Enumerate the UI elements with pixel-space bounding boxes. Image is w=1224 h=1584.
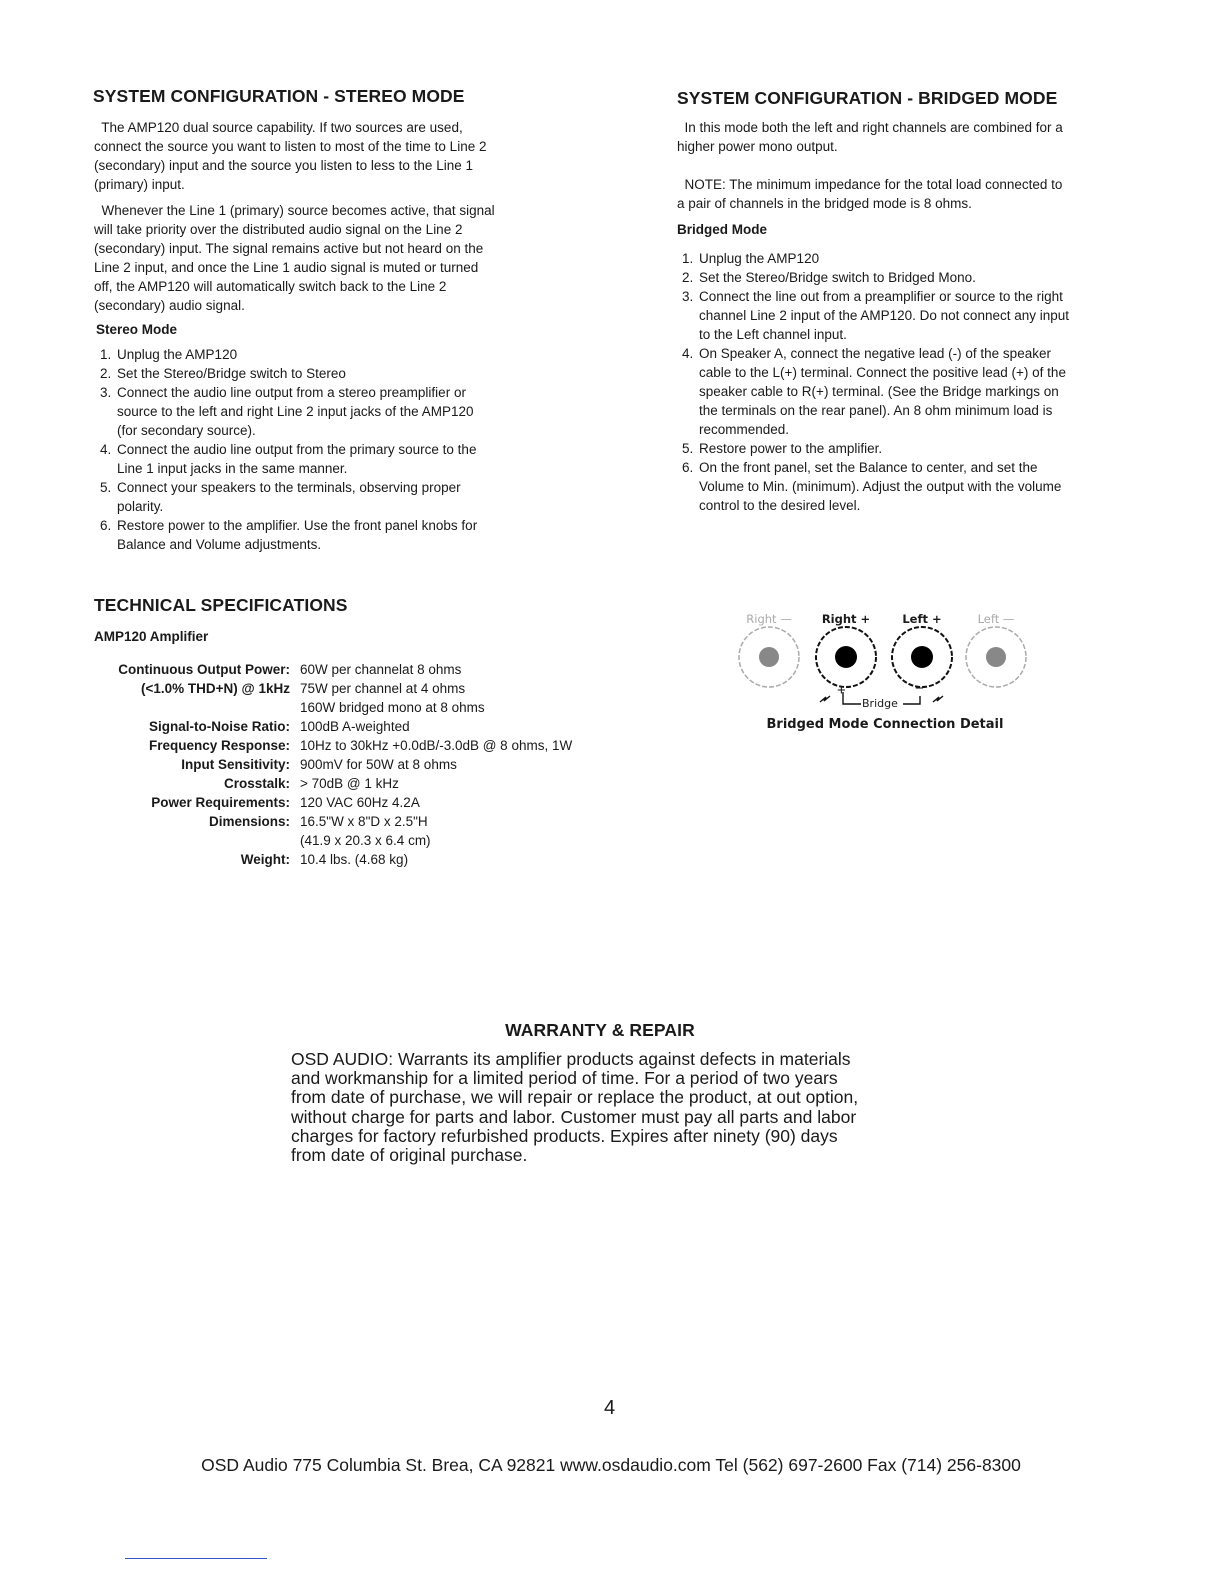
text-line: NOTE: The minimum impedance for the total load connected to: [677, 177, 1063, 192]
text-line: charges for factory refurbished products. Expires after ninety (90) days: [291, 1125, 838, 1146]
list-item-line: Connect the audio line output from a stereo preamplifier or: [117, 385, 466, 400]
list-item: [682, 287, 1069, 344]
list-item-line: Unplug the AMP120: [117, 347, 238, 362]
warranty-heading: WARRANTY & REPAIR: [505, 1020, 695, 1040]
text-line: (secondary) input. The signal remains active but not heard on the: [94, 241, 484, 256]
list-item-line: On Speaker A, connect the negative lead (-) of the speaker: [699, 346, 1051, 361]
specs-model: AMP120 Amplifier: [94, 629, 209, 644]
text-line: Line 2 input, and once the Line 1 audio signal is muted or turned: [94, 260, 479, 275]
text-line: Whenever the Line 1 (primary) source becomes active, that signal: [94, 203, 495, 218]
spec-value: 100dB A-weighted: [300, 719, 410, 734]
list-item-line: Restore power to the amplifier.: [699, 441, 883, 456]
list-item: [100, 478, 477, 516]
text-line: higher power mono output.: [677, 139, 838, 154]
list-item-line: Balance and Volume adjustments.: [117, 537, 322, 552]
text-line: OSD AUDIO: Warrants its amplifier products against defects in materials: [291, 1049, 851, 1069]
list-item-line: Connect the line out from a preamplifier or source to the right: [699, 289, 1063, 304]
list-number: 5.: [100, 480, 112, 495]
list-item: [100, 383, 477, 440]
spec-value: 10.4 lbs. (4.68 kg): [300, 852, 409, 867]
list-item: [682, 458, 1069, 515]
list-number: 2.: [682, 270, 694, 285]
footer-rule: [125, 1558, 267, 1559]
bridge-plus-sign: +: [837, 682, 846, 699]
list-item: [682, 268, 1069, 287]
spec-label: Dimensions:: [208, 814, 290, 829]
list-item-line: the terminals on the rear panel). An 8 ohm minimum load is: [699, 403, 1053, 418]
spec-value: 75W per channel at 4 ohms: [300, 681, 466, 696]
spec-label: Power Requirements:: [151, 795, 290, 810]
list-item: [100, 440, 477, 478]
spec-value: 120 VAC 60Hz 4.2A: [300, 795, 420, 810]
terminal-label-left-minus: Left —: [977, 612, 1015, 626]
spec-value: (41.9 x 20.3 x 6.4 cm): [300, 833, 431, 848]
stereo-mode-subheading: Stereo Mode: [96, 322, 178, 337]
bridged-mode-subheading: Bridged Mode: [677, 222, 767, 237]
text-line: will take priority over the distributed audio signal on the Line 2: [94, 222, 463, 237]
list-item-line: Line 1 input jacks in the same manner.: [117, 461, 348, 476]
stereo-steps-list: [100, 345, 477, 554]
list-item: [682, 439, 1069, 458]
list-number: 5.: [682, 441, 694, 456]
spec-row: [94, 850, 572, 869]
list-number: 2.: [100, 366, 112, 381]
terminal-right-minus-icon: [739, 627, 799, 687]
terminal-label-left-plus: Left +: [902, 612, 942, 626]
text-line: (primary) input.: [94, 177, 185, 192]
list-item: [100, 345, 477, 364]
list-item: [100, 364, 477, 383]
list-number: 4.: [682, 346, 694, 361]
list-item-line: recommended.: [699, 422, 790, 437]
spec-label: (<1.0% THD+N) @ 1kHz: [141, 681, 290, 696]
bridge-label: Bridge: [862, 697, 898, 710]
text-line: from date of original purchase.: [291, 1145, 528, 1166]
terminal-right-plus-icon: [816, 627, 876, 687]
list-number: 3.: [100, 385, 112, 400]
page-number: 4: [604, 1397, 616, 1419]
list-item-line: channel Line 2 input of the AMP120. Do not connect any input: [699, 308, 1070, 323]
bridged-heading: SYSTEM CONFIGURATION - BRIDGED MODE: [677, 88, 1058, 108]
terminal-left-minus-icon: [966, 627, 1026, 687]
spec-row: [94, 812, 572, 831]
spec-label: [94, 831, 300, 850]
list-item-line: Connect your speakers to the terminals, observing proper: [117, 480, 461, 495]
list-item-line: Set the Stereo/Bridge switch to Stereo: [117, 366, 346, 381]
list-item-line: Restore power to the amplifier. Use the front panel knobs for: [117, 518, 478, 533]
terminal-label-right-plus: Right +: [821, 612, 871, 626]
list-item-line: Connect the audio line output from the primary source to the: [117, 442, 477, 457]
footer-contact: OSD Audio 775 Columbia St. Brea, CA 92821 www.osdaudio.com Tel (562) 697-2600 Fax (714) 256-8300: [201, 1455, 1021, 1475]
spec-row: [94, 660, 572, 679]
spec-value: 60W per channelat 8 ohms: [300, 662, 462, 677]
list-item-line: On the front panel, set the Balance to center, and set the: [699, 460, 1038, 475]
list-item-line: Unplug the AMP120: [699, 251, 820, 266]
spec-label: Frequency Response:: [148, 738, 290, 753]
terminal-label-right-minus: Right —: [746, 612, 792, 626]
list-item-line: (for secondary source).: [117, 423, 256, 438]
list-number: 1.: [682, 251, 694, 266]
text-line: without charge for parts and labor. Customer must pay all parts and labor: [291, 1106, 857, 1127]
list-item-line: speaker cable to R(+) terminal. (See the Bridge markings on: [699, 384, 1059, 399]
stereo-priority-paragraph: [94, 201, 495, 315]
list-number: 3.: [682, 289, 694, 304]
text-line: In this mode both the left and right channels are combined for a: [677, 120, 1063, 135]
specs-heading: TECHNICAL SPECIFICATIONS: [94, 595, 348, 615]
text-line: connect the source you want to listen to most of the time to Line 2: [94, 139, 487, 154]
spec-row: [94, 736, 572, 755]
diagram-caption: Bridged Mode Connection Detail: [766, 717, 1004, 732]
list-item-line: to the Left channel input.: [699, 327, 847, 342]
list-item: [682, 249, 1069, 268]
spec-value: 10Hz to 30kHz +0.0dB/-3.0dB @ 8 ohms, 1W: [300, 738, 573, 753]
spec-row: [94, 755, 572, 774]
text-line: (secondary) audio signal.: [94, 298, 245, 313]
spec-label: Signal-to-Noise Ratio:: [149, 719, 290, 734]
spec-value: 16.5"W x 8"D x 2.5"H: [300, 814, 428, 829]
spec-label: Continuous Output Power:: [118, 662, 290, 677]
warranty-text: [291, 1050, 858, 1165]
list-item-line: Set the Stereo/Bridge switch to Bridged Mono.: [699, 270, 976, 285]
spec-value: > 70dB @ 1 kHz: [300, 776, 399, 791]
text-line: and workmanship for a limited period of time. For a period of two years: [291, 1068, 838, 1089]
spec-row: [94, 793, 572, 812]
spec-row: [94, 679, 572, 698]
bridged-connection-diagram: [720, 600, 1050, 740]
spec-label: [94, 698, 300, 717]
list-item-line: cable to the L(+) terminal. Connect the positive lead (+) of the: [699, 365, 1066, 380]
spec-value: 160W bridged mono at 8 ohms: [300, 700, 485, 715]
list-number: 6.: [682, 460, 694, 475]
list-item-line: control to the desired level.: [699, 498, 861, 513]
spec-label: Weight:: [240, 852, 290, 867]
spec-row: [94, 717, 572, 736]
list-number: 1.: [100, 347, 112, 362]
text-line: off, the AMP120 will automatically switch back to the Line 2: [94, 279, 447, 294]
text-line: (secondary) input and the source you listen to less to the Line 1: [94, 158, 473, 173]
bridged-intro-paragraph: [677, 118, 1063, 156]
stereo-heading: SYSTEM CONFIGURATION - STEREO MODE: [93, 86, 465, 106]
spec-row: [94, 831, 572, 850]
stereo-intro-paragraph: [94, 118, 486, 194]
bridged-note-paragraph: [677, 175, 1062, 213]
text-line: The AMP120 dual source capability. If two sources are used,: [94, 120, 463, 135]
spec-value: 900mV for 50W at 8 ohms: [300, 757, 457, 772]
text-line: from date of purchase, we will repair or replace the product, at out option,: [291, 1087, 859, 1108]
list-item-line: source to the left and right Line 2 input jacks of the AMP120: [117, 404, 474, 419]
list-item-line: Volume to Min. (minimum). Adjust the output with the volume: [699, 479, 1062, 494]
list-number: 6.: [100, 518, 112, 533]
list-item: [100, 516, 477, 554]
terminal-left-plus-icon: [892, 627, 952, 687]
specs-table: [94, 660, 572, 869]
list-item-line: polarity.: [117, 499, 164, 514]
bridged-steps-list: [682, 249, 1069, 515]
list-number: 4.: [100, 442, 112, 457]
spec-label: Crosstalk:: [223, 776, 290, 791]
text-line: a pair of channels in the bridged mode is 8 ohms.: [677, 196, 972, 211]
spec-row: [94, 698, 572, 717]
bridge-minus-sign: −: [915, 680, 924, 697]
list-item: [682, 344, 1069, 439]
spec-row: [94, 774, 572, 793]
spec-label: Input Sensitivity:: [181, 757, 290, 772]
